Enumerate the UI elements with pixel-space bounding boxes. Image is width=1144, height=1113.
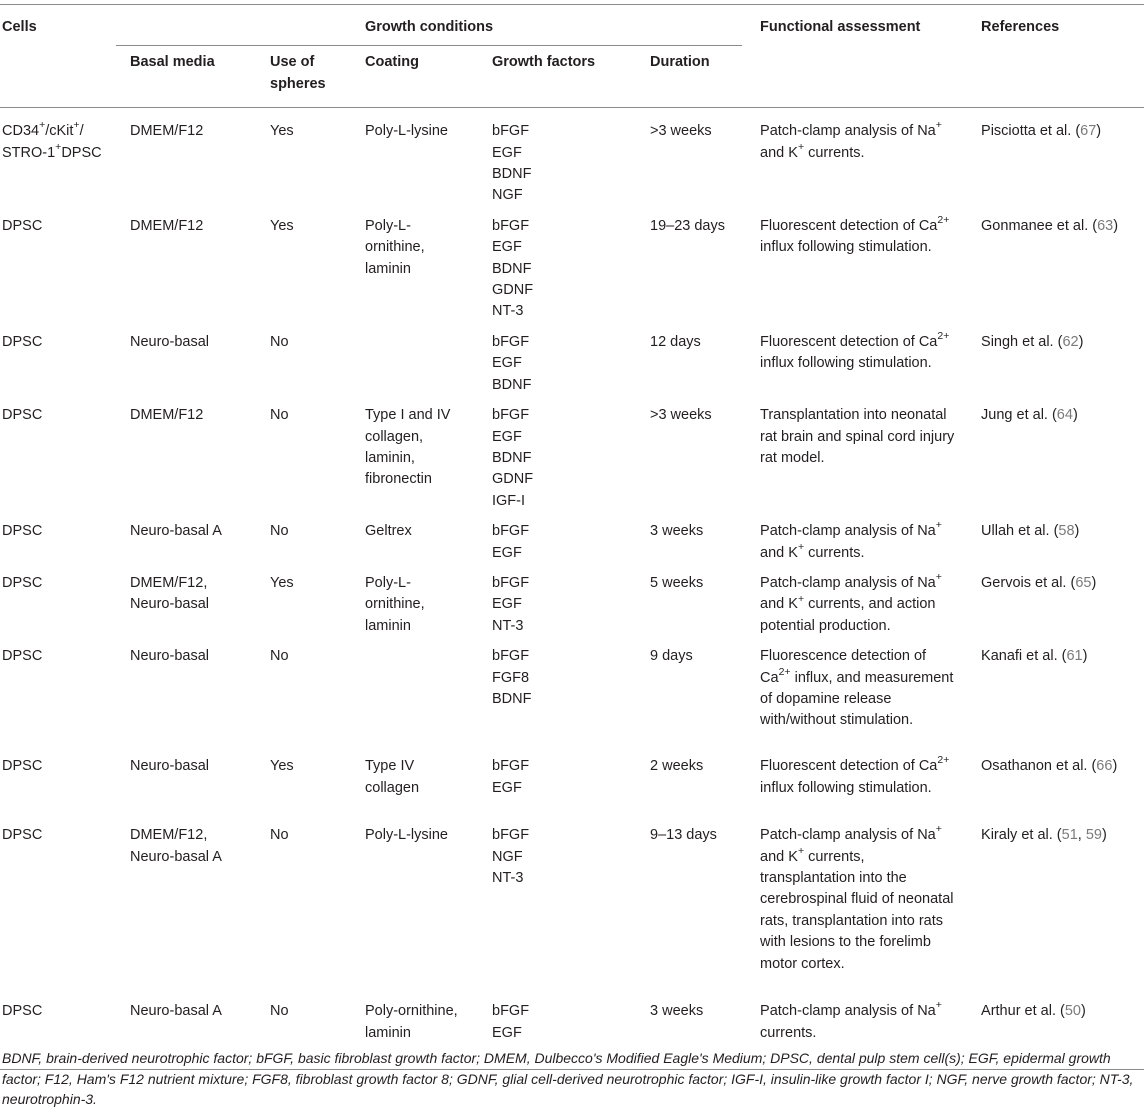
reference-cell (963, 513, 1144, 565)
table-row (0, 208, 1144, 324)
use-of-spheres-cell (256, 397, 348, 513)
spheres-value: No (270, 827, 289, 844)
superscript: 2+ (937, 330, 950, 343)
table-row (0, 397, 1144, 513)
growth-factor: EGF (492, 596, 522, 613)
superscript: + (73, 119, 80, 132)
growth-factor: EGF (492, 144, 522, 161)
growth-factor: GDNF (492, 282, 534, 299)
growth-factor: BDNF (492, 166, 532, 183)
table-row (0, 324, 1144, 397)
reference-number[interactable]: 58 (1058, 523, 1075, 540)
growth-factor: GDNF (492, 471, 534, 488)
reference-cell (963, 208, 1144, 324)
growth-factor: bFGF (492, 333, 530, 350)
cell-name: DPSC (2, 217, 43, 234)
duration-value: 5 weeks (650, 574, 704, 591)
functional-assessment-cell (742, 748, 963, 817)
coating-value: Poly-L-ornithine, laminin (365, 574, 425, 634)
superscript: + (935, 823, 942, 836)
superscript: + (797, 140, 805, 153)
cell-marker: DPSC (61, 144, 102, 161)
growth-factors-cell (475, 108, 632, 208)
header-duration: Duration (632, 46, 742, 108)
growth-factor: BDNF (492, 690, 532, 707)
table-row (0, 108, 1144, 208)
reference-close: ) (1101, 827, 1107, 844)
header-cells: Cells (0, 5, 116, 108)
cell-type (0, 638, 116, 748)
reference-cell (963, 565, 1144, 638)
header-basal-media: Basal media (116, 46, 256, 108)
coating-value: Geltrex (365, 523, 412, 540)
spheres-value: Yes (270, 758, 294, 775)
spheres-value: No (270, 523, 289, 540)
functional-text: currents, and action potential production. (760, 596, 936, 634)
superscript: + (935, 571, 942, 584)
coating-cell (348, 108, 475, 208)
reference-author: Gervois et al. ( (981, 574, 1076, 591)
dpsc-neuronal-differentiation-table (0, 4, 1144, 1070)
reference-author: Kiraly et al. ( (981, 827, 1062, 844)
growth-factor: bFGF (492, 574, 530, 591)
growth-factors-cell (475, 565, 632, 638)
superscript: + (55, 140, 62, 153)
use-of-spheres-cell (256, 817, 348, 993)
cell-name: DPSC (2, 648, 43, 665)
reference-author: Osathanon et al. ( (981, 758, 1097, 775)
basal-media-value: DMEM/F12, Neuro-basal (130, 574, 209, 613)
duration-cell (632, 208, 742, 324)
use-of-spheres-cell (256, 513, 348, 565)
superscript: + (935, 999, 942, 1012)
functional-assessment-cell (742, 208, 963, 324)
functional-text: Fluorescence detection of (760, 648, 927, 665)
cell-type (0, 324, 116, 397)
growth-factors-cell (475, 748, 632, 817)
superscript: + (935, 119, 942, 132)
growth-factor: EGF (492, 355, 522, 372)
coating-value: Poly-L-ornithine, laminin (365, 217, 425, 277)
coating-value: Type I and IV collagen, laminin, fibronectin (365, 407, 451, 488)
growth-factors-cell (475, 397, 632, 513)
cell-name: DPSC (2, 407, 43, 424)
cell-name: DPSC (2, 523, 43, 540)
growth-factor: BDNF (492, 260, 532, 277)
reference-cell (963, 748, 1144, 817)
use-of-spheres-cell (256, 108, 348, 208)
growth-factor: bFGF (492, 827, 530, 844)
growth-factors-cell (475, 208, 632, 324)
header-row-1 (0, 5, 1144, 46)
reference-separator: , (1077, 827, 1086, 844)
coating-cell (348, 513, 475, 565)
growth-factor: bFGF (492, 758, 530, 775)
spheres-value: Yes (270, 123, 294, 140)
growth-factors-cell (475, 638, 632, 748)
growth-factor: EGF (492, 428, 522, 445)
duration-value: 19–23 days (650, 217, 725, 234)
cell-type (0, 208, 116, 324)
functional-text: Patch-clamp analysis of (760, 827, 914, 844)
basal-media-value: DMEM/F12 (130, 217, 204, 234)
reference-number[interactable]: 62 (1062, 333, 1079, 350)
cell-type (0, 513, 116, 565)
header-functional-assessment: Functional assessment (742, 5, 963, 108)
duration-value: 12 days (650, 333, 701, 350)
functional-text: Na (917, 827, 936, 844)
functional-text: influx, and measurement of dopamine release with/without stimulation. (760, 669, 954, 729)
cell-marker: / (79, 123, 84, 140)
duration-cell (632, 638, 742, 748)
functional-text: currents. (804, 144, 865, 161)
superscript: + (797, 844, 805, 857)
basal-media-cell (116, 208, 256, 324)
superscript: 2+ (937, 214, 950, 227)
basal-media-cell (116, 324, 256, 397)
table-row (0, 748, 1144, 817)
functional-text: influx following stimulation. (760, 239, 932, 256)
coating-cell (348, 397, 475, 513)
coating-cell (348, 817, 475, 993)
duration-value: 3 weeks (650, 1003, 704, 1020)
reference-number[interactable]: 51 (1061, 827, 1078, 844)
superscript: + (39, 119, 46, 132)
basal-media-cell (116, 638, 256, 748)
functional-assessment-cell (742, 513, 963, 565)
reference-close: ) (1080, 1003, 1086, 1020)
growth-factor: bFGF (492, 123, 530, 140)
reference-number[interactable]: 63 (1097, 217, 1114, 234)
reference-cell (963, 397, 1144, 513)
use-of-spheres-cell (256, 324, 348, 397)
reference-cell (963, 817, 1144, 993)
coating-value: Poly-L-lysine (365, 827, 448, 844)
superscript: + (797, 540, 805, 553)
reference-author: Pisciotta et al. ( (981, 123, 1081, 140)
growth-factor: BDNF (492, 376, 532, 393)
basal-media-cell (116, 397, 256, 513)
functional-text: Fluorescent detection of (760, 758, 915, 775)
reference-close: ) (1112, 758, 1118, 775)
basal-media-value: DMEM/F12 (130, 123, 204, 140)
cell-marker: CD34 (2, 123, 40, 140)
growth-factor: EGF (492, 779, 522, 796)
coating-cell (348, 565, 475, 638)
reference-number[interactable]: 50 (1064, 1003, 1081, 1020)
functional-text: Ca (918, 758, 938, 775)
superscript: + (797, 592, 805, 605)
growth-factor: NT-3 (492, 869, 524, 886)
functional-text: Patch-clamp analysis of (760, 574, 914, 591)
reference-close: ) (1082, 648, 1088, 665)
duration-cell (632, 324, 742, 397)
reference-number[interactable]: 59 (1085, 827, 1102, 844)
functional-assessment-cell (742, 397, 963, 513)
growth-factor: NT-3 (492, 617, 524, 634)
basal-media-cell (116, 565, 256, 638)
functional-text: Na (917, 574, 936, 591)
functional-assessment-cell (742, 324, 963, 397)
superscript: + (935, 519, 942, 532)
duration-value: 3 weeks (650, 523, 704, 540)
growth-factor: EGF (492, 1024, 522, 1041)
cell-marker: STRO-1 (2, 144, 56, 161)
coating-cell (348, 748, 475, 817)
growth-factor: bFGF (492, 648, 530, 665)
use-of-spheres-cell (256, 638, 348, 748)
functional-assessment-cell (742, 565, 963, 638)
basal-media-value: DMEM/F12 (130, 407, 204, 424)
reference-author: Gonmanee et al. ( (981, 217, 1098, 234)
spheres-value: Yes (270, 217, 294, 234)
growth-factors-cell (475, 817, 632, 993)
functional-text: Patch-clamp analysis of (760, 523, 914, 540)
reference-author: Jung et al. ( (981, 407, 1057, 424)
superscript: 2+ (778, 665, 791, 678)
coating-cell (348, 638, 475, 748)
spheres-value: Yes (270, 574, 294, 591)
duration-value: >3 weeks (650, 123, 712, 140)
reference-author: Arthur et al. ( (981, 1003, 1065, 1020)
reference-number[interactable]: 67 (1080, 123, 1097, 140)
reference-cell (963, 324, 1144, 397)
reference-close: ) (1096, 123, 1102, 140)
basal-media-cell (116, 817, 256, 993)
functional-assessment-cell (742, 108, 963, 208)
functional-text: Na (917, 1003, 936, 1020)
functional-text: currents, transplantation into the cerebrospinal fluid of neonatal rats, transplantation into rats with lesions to the forelimb motor cortex. (760, 848, 954, 972)
duration-cell (632, 397, 742, 513)
duration-cell (632, 817, 742, 993)
growth-factor: BDNF (492, 449, 532, 466)
reference-cell (963, 108, 1144, 208)
functional-text: Na (917, 523, 936, 540)
functional-assessment-cell (742, 817, 963, 993)
superscript: 2+ (937, 754, 950, 767)
functional-text: and K (760, 596, 798, 613)
functional-text: and K (760, 144, 798, 161)
duration-value: 9–13 days (650, 827, 717, 844)
spheres-value: No (270, 648, 289, 665)
growth-factor: bFGF (492, 407, 530, 424)
reference-close: ) (1091, 574, 1097, 591)
basal-media-cell (116, 748, 256, 817)
basal-media-value: Neuro-basal (130, 333, 209, 350)
duration-cell (632, 108, 742, 208)
basal-media-value: Neuro-basal (130, 758, 209, 775)
reference-author: Singh et al. ( (981, 333, 1063, 350)
table-body (0, 108, 1144, 1069)
growth-factor: NGF (492, 187, 523, 204)
cell-name: DPSC (2, 1003, 43, 1020)
functional-text: Ca (918, 217, 938, 234)
cell-type (0, 108, 116, 208)
functional-text: Fluorescent detection of (760, 217, 915, 234)
functional-text: influx following stimulation. (760, 355, 932, 372)
growth-factor: NGF (492, 848, 523, 865)
basal-media-value: Neuro-basal A (130, 523, 222, 540)
header-references: References (963, 5, 1144, 108)
cell-marker: /cKit (45, 123, 74, 140)
basal-media-value: Neuro-basal A (130, 1003, 222, 1020)
functional-text: Ca (918, 333, 938, 350)
duration-cell (632, 748, 742, 817)
coating-value: Type IV collagen (365, 758, 420, 796)
header-growth-conditions: Growth conditions (116, 5, 742, 46)
duration-cell (632, 513, 742, 565)
reference-number[interactable]: 65 (1075, 574, 1092, 591)
duration-value: >3 weeks (650, 407, 712, 424)
spheres-value: No (270, 333, 289, 350)
table-row (0, 513, 1144, 565)
reference-close: ) (1113, 217, 1119, 234)
reference-author: Kanafi et al. ( (981, 648, 1067, 665)
use-of-spheres-cell (256, 748, 348, 817)
header-coating: Coating (348, 46, 475, 108)
coating-cell (348, 208, 475, 324)
coating-value: Poly-L-lysine (365, 123, 448, 140)
functional-text: currents. (760, 1024, 817, 1041)
reference-author: Ullah et al. ( (981, 523, 1059, 540)
functional-text: Patch-clamp analysis of (760, 123, 914, 140)
cell-type (0, 748, 116, 817)
growth-factor: NT-3 (492, 303, 524, 320)
functional-text: and K (760, 544, 798, 561)
duration-value: 2 weeks (650, 758, 704, 775)
reference-cell (963, 638, 1144, 748)
reference-close: ) (1074, 523, 1080, 540)
header-growth-factors: Growth factors (475, 46, 632, 108)
functional-text: Fluorescent detection of (760, 333, 915, 350)
table-row (0, 817, 1144, 993)
functional-text: Transplantation into neonatal rat brain and spinal cord injury rat model. (760, 407, 955, 466)
table-row (0, 638, 1144, 748)
reference-number[interactable]: 66 (1096, 758, 1113, 775)
spheres-value: No (270, 1003, 289, 1020)
functional-text: and K (760, 848, 798, 865)
functional-text: currents. (804, 544, 865, 561)
growth-factor: FGF8 (492, 669, 530, 686)
growth-factor: bFGF (492, 217, 530, 234)
growth-factor: IGF-I (492, 492, 526, 509)
cell-type (0, 817, 116, 993)
reference-number[interactable]: 61 (1066, 648, 1083, 665)
functional-assessment-cell (742, 638, 963, 748)
duration-value: 9 days (650, 648, 693, 665)
cell-name: DPSC (2, 333, 43, 350)
duration-cell (632, 565, 742, 638)
reference-close: ) (1078, 333, 1084, 350)
functional-text: Na (917, 123, 936, 140)
growth-factor: EGF (492, 239, 522, 256)
basal-media-cell (116, 108, 256, 208)
growth-factors-cell (475, 324, 632, 397)
functional-text: Ca (760, 669, 779, 686)
use-of-spheres-cell (256, 208, 348, 324)
table-footnote: BDNF, brain-derived neurotrophic factor; bFGF, basic fibroblast growth factor; DMEM, Dulbecco's Modified Eagle's Medium; DPSC, dental pulp stem cell(s); EGF, epidermal growth factor; F12, Ham's F12 nutrient mixture; FGF8, fibroblast growth factor 8; GDNF, glial cell-derived neurotrophic factor; IGF-I, insulin-like growth factor I; NGF, nerve growth factor; NT-3, neurotrophin-3. (2, 1050, 1134, 1108)
growth-factor: EGF (492, 544, 522, 561)
basal-media-value: DMEM/F12, Neuro-basal A (130, 827, 222, 865)
functional-text: influx following stimulation. (760, 779, 932, 796)
coating-cell (348, 324, 475, 397)
reference-close: ) (1072, 407, 1078, 424)
cell-name: DPSC (2, 574, 43, 591)
table-row (0, 565, 1144, 638)
coating-value: Poly-ornithine, laminin (365, 1003, 458, 1041)
header-use-of-spheres: Use of spheres (256, 46, 348, 108)
functional-text: Patch-clamp analysis of (760, 1003, 914, 1020)
growth-factor: bFGF (492, 1003, 530, 1020)
growth-factor: bFGF (492, 523, 530, 540)
basal-media-cell (116, 513, 256, 565)
spheres-value: No (270, 407, 289, 424)
reference-number[interactable]: 64 (1056, 407, 1073, 424)
cell-name: DPSC (2, 827, 43, 844)
cell-type (0, 565, 116, 638)
use-of-spheres-cell (256, 565, 348, 638)
growth-factors-cell (475, 513, 632, 565)
cell-type (0, 397, 116, 513)
cell-name: DPSC (2, 758, 43, 775)
basal-media-value: Neuro-basal (130, 648, 209, 665)
